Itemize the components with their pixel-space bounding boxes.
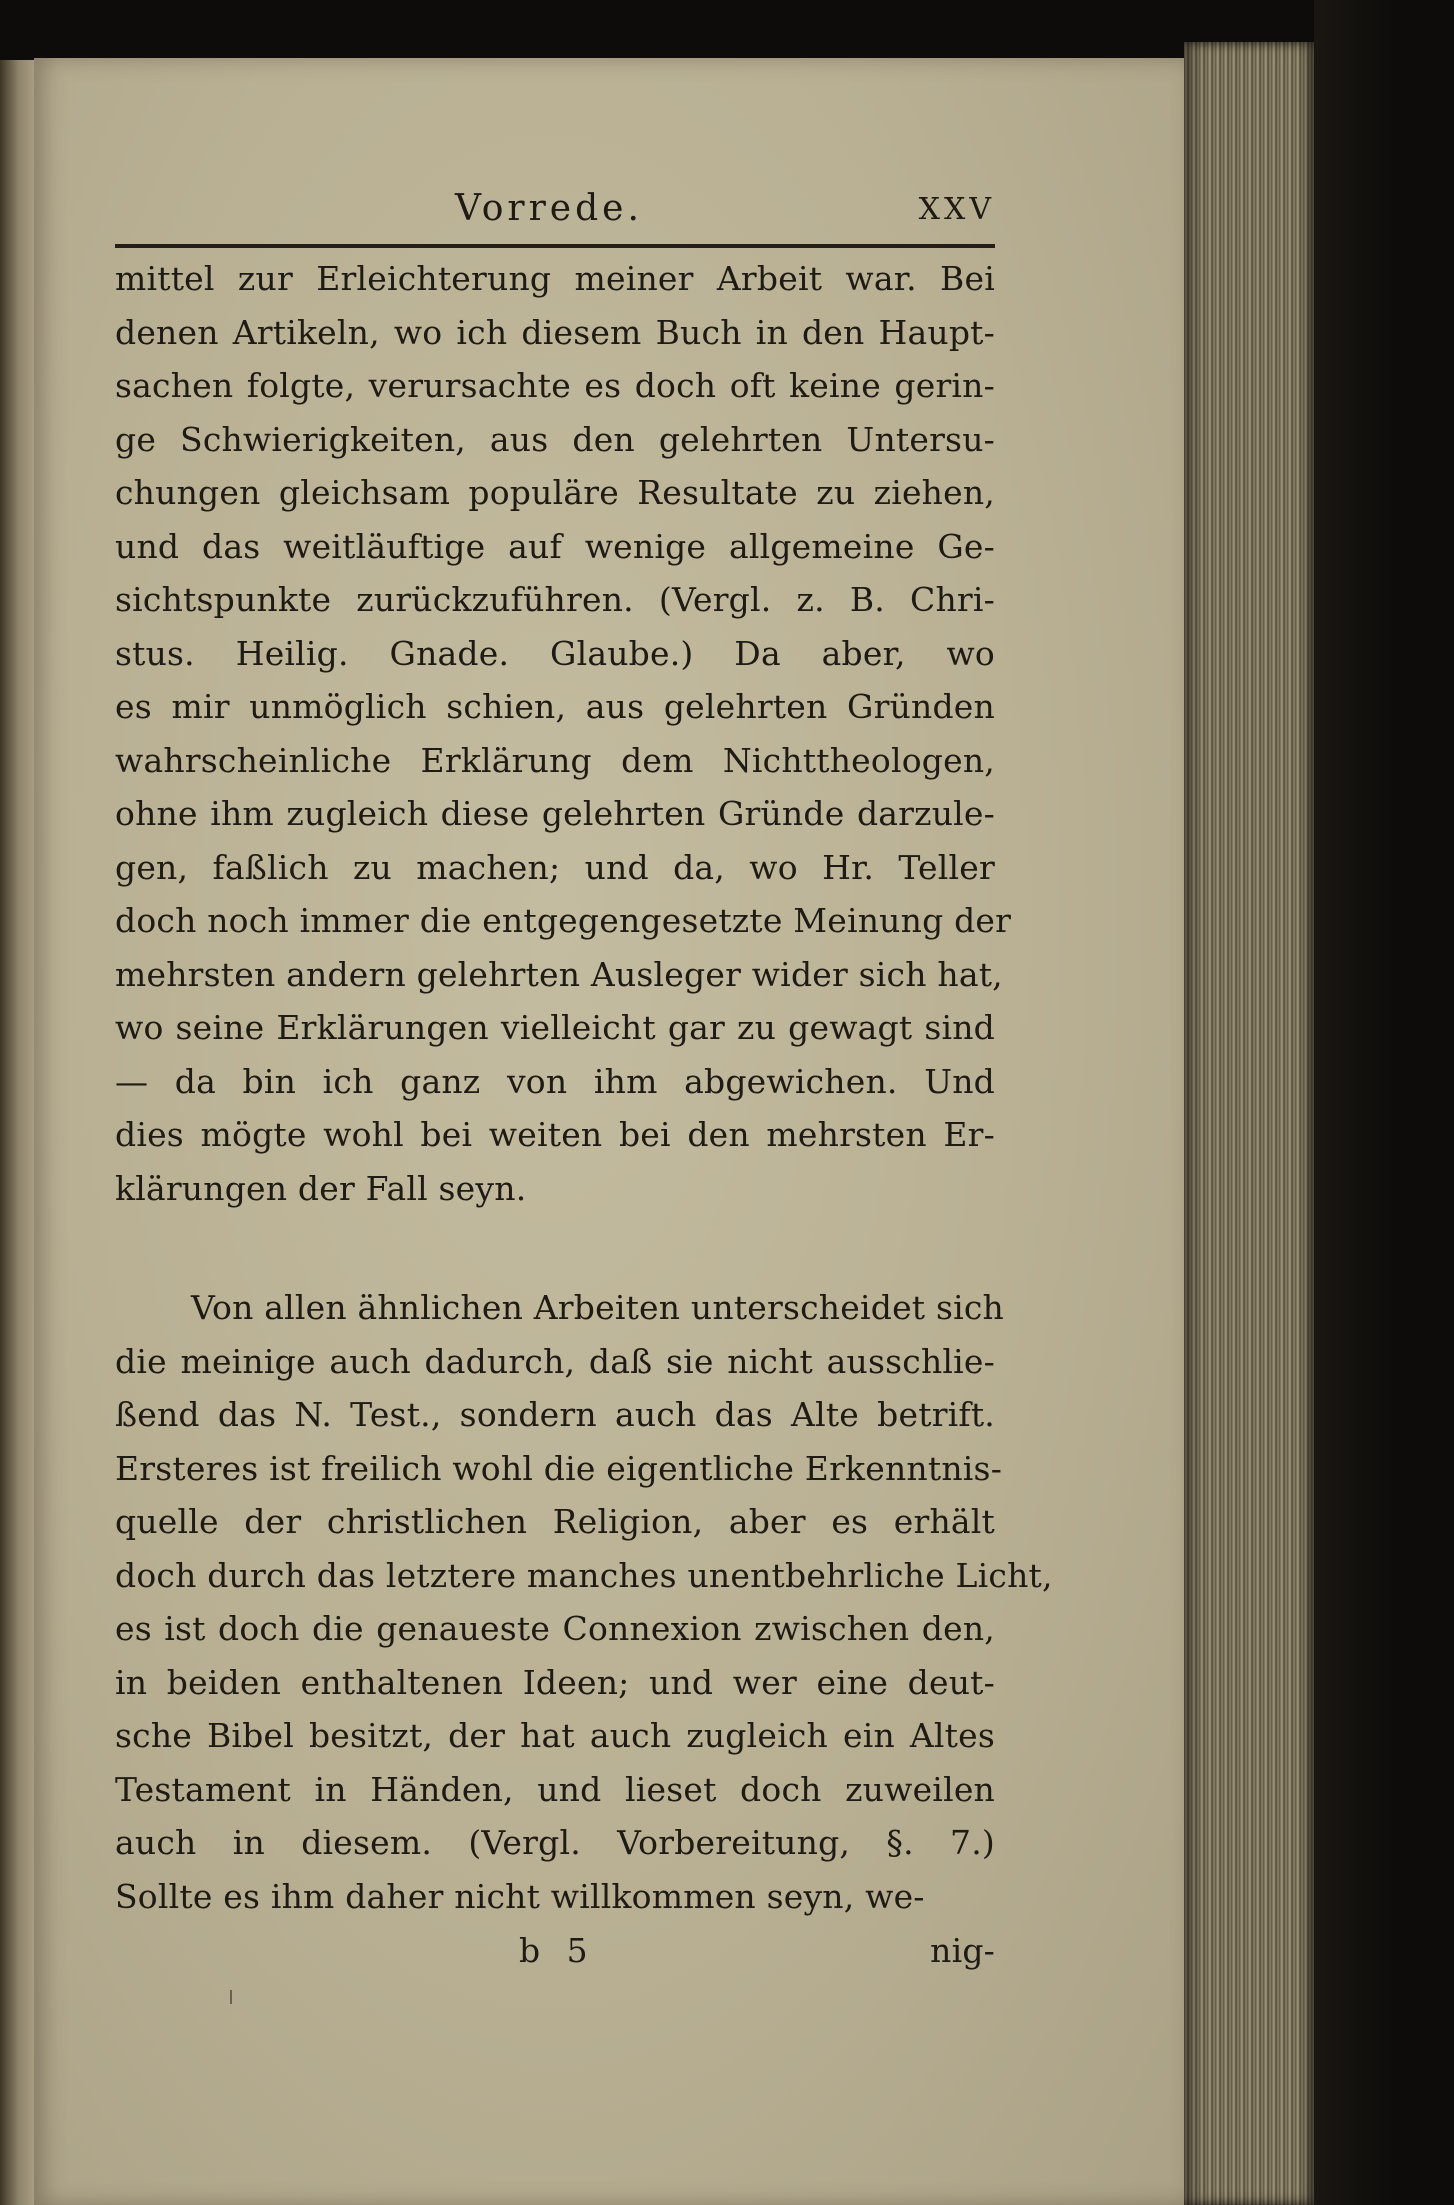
text-line: doch durch das letztere manches unentbehrliche Licht,	[115, 1555, 1053, 1595]
text-line: es mir unmöglich schien, aus gelehrten Gründen	[115, 687, 995, 726]
text-line: denen Artikeln, wo ich diesem Buch in den Haupt-	[115, 312, 995, 352]
page-title: Vorrede.	[455, 188, 643, 229]
text-line: in beiden enthaltenen Ideen; und wer eine deut-	[115, 1662, 995, 1702]
book-fore-edge	[1184, 42, 1314, 2205]
text-line: ge Schwierigkeiten, aus den gelehrten Untersu-	[115, 419, 995, 459]
page-footer	[115, 1925, 995, 1977]
text-line: Sollte es ihm daher nicht willkommen seyn, we-	[115, 1876, 925, 1916]
header-rule	[115, 244, 995, 248]
text-line: auch in diesem. (Vergl. Vorbereitung, §. 7.)	[115, 1823, 995, 1862]
text-line: sachen folgte, verursachte es doch oft keine gerin-	[115, 366, 995, 405]
text-line: ßend das N. Test., sondern auch das Alte betrift.	[115, 1395, 995, 1434]
text-line: die meinige auch dadurch, daß sie nicht ausschlie-	[115, 1341, 995, 1381]
text-line: stus. Heilig. Gnade. Glaube.) Da aber, wo	[115, 633, 995, 673]
paragraph-gap	[115, 1215, 995, 1281]
text-line: wo seine Erklärungen vielleicht gar zu gewagt sind	[115, 1008, 995, 1047]
text-line: doch noch immer die entgegengesetzte Meinung der	[115, 901, 1012, 940]
text-line: mittel zur Erleichterung meiner Arbeit war. Bei	[115, 259, 995, 298]
text-line: — da bin ich ganz von ihm abgewichen. Und	[115, 1061, 995, 1101]
paragraph-2	[115, 1281, 1053, 1923]
page-text-block	[115, 180, 1053, 1977]
text-line: Testament in Händen, und lieset doch zuweilen	[115, 1769, 995, 1809]
running-header	[115, 180, 995, 242]
page-number: XXV	[918, 192, 995, 227]
signature-mark: b 5	[519, 1931, 596, 1970]
text-line: sichtspunkte zurückzuführen. (Vergl. z. B. Chri-	[115, 580, 995, 619]
text-line: ohne ihm zugleich diese gelehrten Gründe darzule-	[115, 794, 995, 833]
text-line: quelle der christlichen Religion, aber es erhält	[115, 1502, 995, 1541]
text-line: wahrscheinliche Erklärung dem Nichttheologen,	[115, 740, 995, 780]
text-line: dies mögte wohl bei weiten bei den mehrsten Er-	[115, 1115, 995, 1154]
text-line: klärungen der Fall seyn.	[115, 1168, 527, 1208]
text-line: mehrsten andern gelehrten Ausleger wider sich hat,	[115, 954, 1003, 994]
background-shadow	[1314, 0, 1454, 2205]
text-line: und das weitläuftige auf wenige allgemeine Ge-	[115, 526, 995, 566]
text-line: Ersteres ist freilich wohl die eigentliche Erkenntnis-	[115, 1448, 1003, 1488]
text-line: sche Bibel besitzt, der hat auch zugleich ein Altes	[115, 1716, 995, 1755]
paper-speck	[230, 1990, 232, 2004]
text-line: Von allen ähnlichen Arbeiten unterscheidet sich	[191, 1288, 1004, 1327]
text-line: chungen gleichsam populäre Resultate zu ziehen,	[115, 473, 995, 512]
previous-page-edge	[0, 60, 34, 2205]
paragraph-1	[115, 252, 1012, 1215]
catchword: nig-	[930, 1931, 995, 1970]
text-line: gen, faßlich zu machen; und da, wo Hr. Teller	[115, 847, 995, 887]
text-line: es ist doch die genaueste Connexion zwischen den,	[115, 1609, 995, 1648]
